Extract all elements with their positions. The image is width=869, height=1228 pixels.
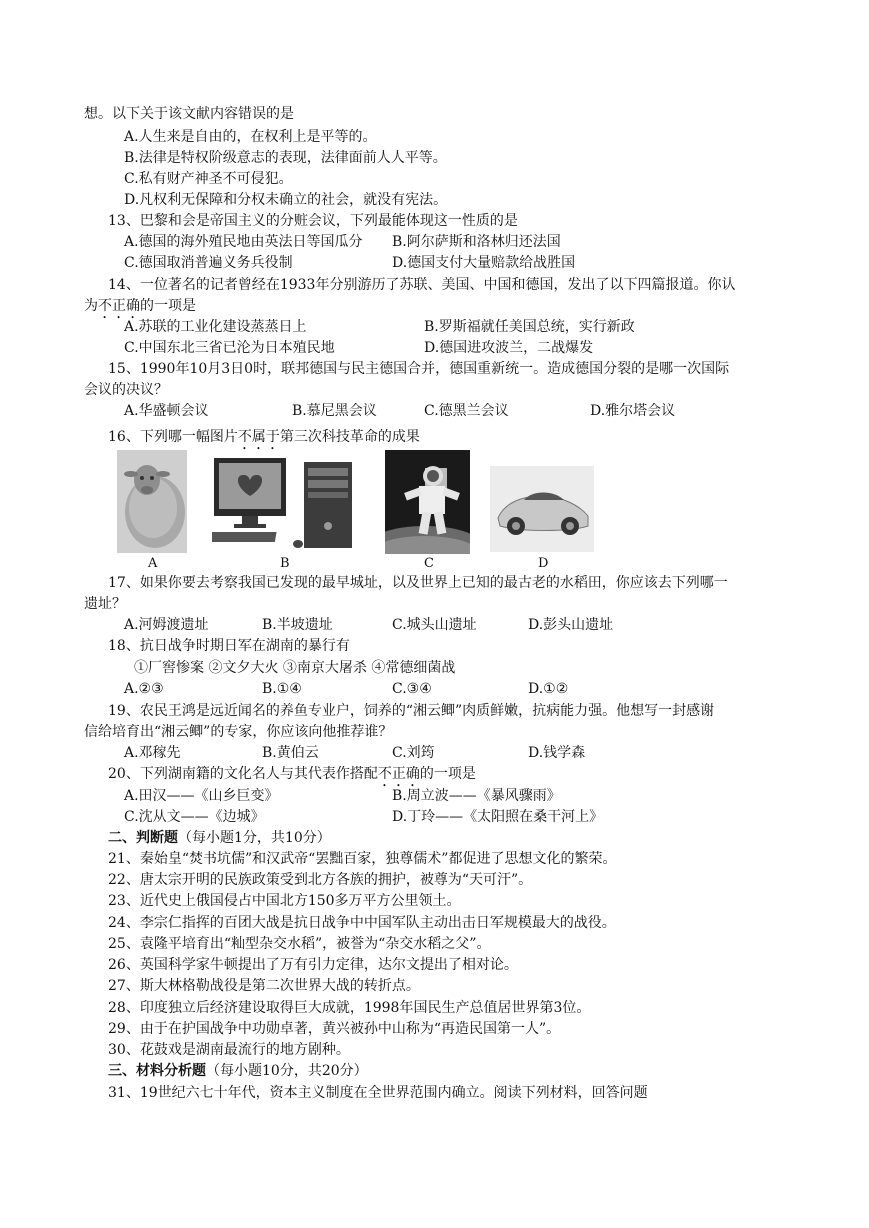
car-picture (490, 466, 594, 552)
q15-option-b: B.慕尼黑会议 (292, 403, 377, 419)
q12-option-c: C.私有财产神圣不可侵犯。 (124, 171, 293, 187)
q20-stem-part: 的一项是 (419, 766, 476, 782)
q15-option-c: C.德黑兰会议 (424, 403, 509, 419)
q20-stem-part: 20、下列湖南籍的文化名人与其代表作搭配 (108, 766, 378, 782)
q13-option-a: A.德国的海外殖民地由英法日等国瓜分 (124, 234, 363, 250)
section2-heading (108, 828, 331, 848)
q14-stem-part: 为 (84, 298, 98, 314)
q17-option-c: C.城头山遗址 (392, 617, 477, 633)
q14-stem-line1: 14、一位著名的记者曾经在1933年分别游历了苏联、美国、中国和德国，发出了以下四篇报道。你认 (108, 277, 736, 293)
q20-option-c: C.沈从文——《边城》 (124, 809, 265, 825)
q18-option-d: D.①② (528, 681, 569, 697)
judgment-item: 25、袁隆平培育出“籼型杂交水稻”，被誉为“杂交水稻之父”。 (108, 936, 491, 952)
q20-option-d: D.丁玲——《太阳照在桑干河上》 (392, 809, 604, 825)
q19-option-d: D.钱学森 (528, 745, 586, 761)
q18-option-b: B.①④ (262, 681, 302, 697)
q13-option-d: D.德国支付大量赔款给战胜国 (392, 255, 576, 271)
q18-option-a: A.②③ (124, 681, 164, 697)
q19-stem-line1: 19、农民王鸿是远近闻名的养鱼专业户，饲养的“湘云鲫”肉质鲜嫩，抗病能力强。他想写一封感谢 (108, 703, 715, 719)
q14-emphasis: 不正确 (98, 298, 140, 314)
q31-stem: 31、19世纪六七十年代，资本主义制度在全世界范围内确立。阅读下列材料，回答问题 (108, 1085, 648, 1101)
q15-stem-line2: 会议的决议？ (84, 382, 168, 398)
judgment-item: 28、印度独立后经济建设取得巨大成就，1998年国民生产总值居世界第3位。 (108, 1000, 591, 1016)
q19-option-c: C.刘筠 (392, 745, 435, 761)
q17-option-a: A.河姆渡遗址 (124, 617, 209, 633)
q15-option-d: D.雅尔塔会议 (590, 403, 676, 419)
q14-option-a: A.苏联的工业化建设蒸蒸日上 (124, 319, 307, 335)
judgment-item: 26、英国科学家牛顿提出了万有引力定律，达尔文提出了相对论。 (108, 957, 518, 973)
q13-option-c: C.德国取消普遍义务兵役制 (124, 255, 293, 271)
judgment-item: 22、唐太宗开明的民族政策受到北方各族的拥护，被尊为“天可汗”。 (108, 872, 533, 888)
q16-stem-part: 16、下列哪一幅图片 (108, 429, 238, 445)
judgment-item: 21、秦始皇“焚书坑儒”和汉武帝“罢黜百家，独尊儒术”都促进了思想文化的繁荣。 (108, 851, 617, 867)
picture-label-d: D (538, 556, 549, 571)
q14-stem-part: 的一项是 (140, 298, 196, 314)
q14-option-d: D.德国进攻波兰，二战爆发 (424, 340, 594, 356)
section2-title: 二、判断题 (108, 830, 178, 846)
q13-option-b: B.阿尔萨斯和洛林归还法国 (392, 234, 561, 250)
judgment-item: 24、李宗仁指挥的百团大战是抗日战争中中国军队主动出击日军规模最大的战役。 (108, 915, 616, 931)
q17-option-b: B.半坡遗址 (262, 617, 333, 633)
q17-stem-line2: 遗址？ (84, 596, 126, 612)
q15-stem-line1: 15、1990年10月3日0时，联邦德国与民主德国合并，德国重新统一。造成德国分裂的是哪一次国际 (108, 361, 730, 377)
judgment-item: 23、近代史上俄国侵占中国北方150多万平方公里领土。 (108, 893, 461, 909)
q14-option-c: C.中国东北三省已沦为日本殖民地 (124, 340, 335, 356)
q20-option-a: A.田汉——《山乡巨变》 (124, 788, 279, 804)
judgment-item: 30、花鼓戏是湖南最流行的地方剧种。 (108, 1042, 350, 1058)
q13-stem: 13、巴黎和会是帝国主义的分赃会议，下列最能体现这一性质的是 (108, 213, 518, 229)
q17-option-d: D.彭头山遗址 (528, 617, 614, 633)
computer-picture (212, 456, 358, 554)
q20-option-b: B.周立波——《暴风骤雨》 (392, 788, 561, 804)
q20-emphasis: 不正确 (377, 766, 420, 782)
q18-items: ①厂窖惨案 ②文夕大火 ③南京大屠杀 ④常德细菌战 (134, 660, 456, 676)
section3-title: 三、材料分析题 (108, 1063, 206, 1079)
q17-stem-line1: 17、如果你要去考察我国已发现的最早城址，以及世界上已知的最古老的水稻田，你应该去下列哪一 (108, 575, 728, 591)
q12-option-b: B.法律是特权阶级意志的表现，法律面前人人平等。 (124, 150, 447, 166)
q14-option-b: B.罗斯福就任美国总统，实行新政 (424, 319, 635, 335)
q19-option-a: A.邓稼先 (124, 745, 181, 761)
judgment-item: 29、由于在护国战争中功勋卓著，黄兴被孙中山称为“再造民国第一人”。 (108, 1021, 561, 1037)
q12-continuation: 想。以下关于该文献内容错误的是 (84, 106, 294, 122)
q16-stem-part: 第三次科技革命的成果 (279, 429, 420, 445)
section3-note: （每小题10分，共20分） (206, 1063, 368, 1079)
astronaut-picture (385, 450, 470, 554)
q15-option-a: A.华盛顿会议 (124, 403, 209, 419)
sheep-picture (117, 450, 187, 553)
q18-option-c: C.③④ (392, 681, 432, 697)
q12-option-d: D.凡权利无保障和分权未确立的社会，就没有宪法。 (124, 192, 448, 208)
q12-option-a: A.人生来是自由的，在权利上是平等的。 (124, 129, 377, 145)
picture-label-a: A (148, 556, 158, 571)
q18-stem: 18、抗日战争时期日军在湖南的暴行有 (108, 638, 350, 654)
q16-emphasis: 不属于 (237, 429, 280, 445)
judgment-item: 27、斯大林格勒战役是第二次世界大战的转折点。 (108, 978, 420, 994)
picture-label-b: B (280, 556, 290, 571)
q19-stem-line2: 信给培育出“湘云鲫”的专家，你应该向他推荐谁？ (84, 724, 393, 740)
picture-label-c: C (424, 556, 434, 571)
section2-note: （每小题1分，共10分） (178, 830, 331, 846)
section3-heading (108, 1061, 368, 1081)
q19-option-b: B.黄伯云 (262, 745, 319, 761)
